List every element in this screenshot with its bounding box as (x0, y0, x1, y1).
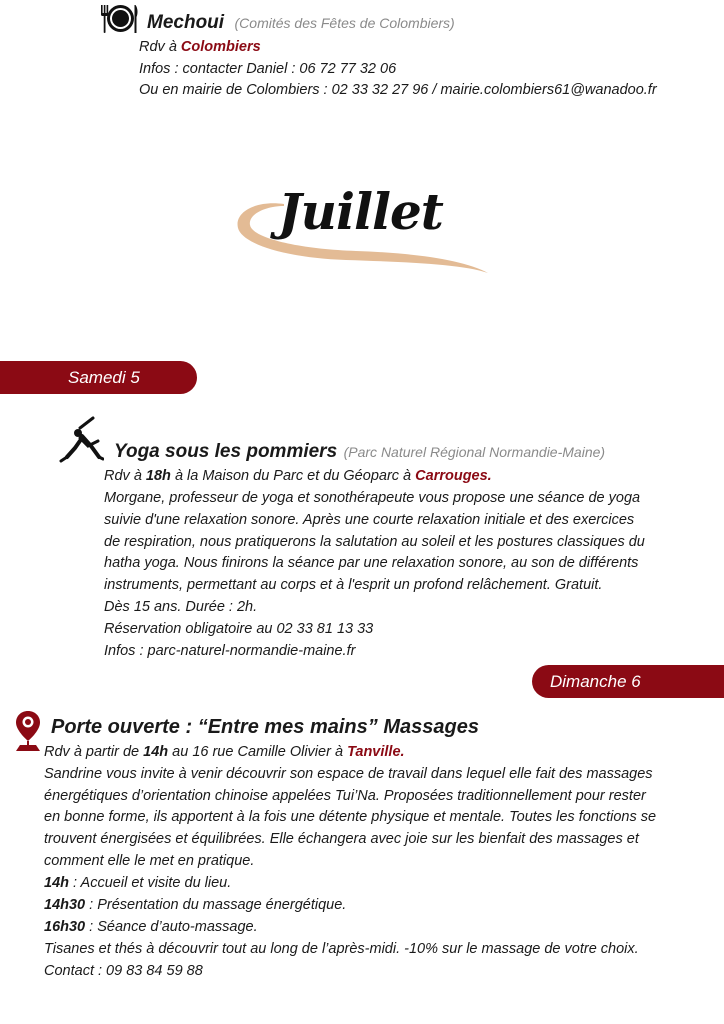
plate-cutlery-icon (99, 3, 139, 35)
schedule-item: 16h30 : Séance d’auto-massage. (44, 919, 258, 935)
massage-desc-line: Sandrine vous invite à venir découvrir son espace de travail dans lequel elle fait des massages (44, 766, 653, 782)
yoga-info: Infos : parc-naturel-normandie-maine.fr (104, 643, 356, 659)
massage-time: 14h (143, 744, 169, 760)
schedule-item: 14h : Accueil et visite du lieu. (44, 875, 232, 891)
yoga-desc-line: instruments, permettant au corps et à l'esprit un profond relâchement. Gratuit. (104, 577, 603, 593)
yoga-reservation: Réservation obligatoire au 02 33 81 13 33 (104, 621, 374, 637)
massage-title: Porte ouverte : “Entre mes mains” Massages (51, 716, 479, 738)
month-label: Juillet (278, 182, 443, 241)
schedule-item: 14h30 : Présentation du massage énergétique. (44, 897, 347, 913)
mechoui-place: Colombiers (180, 39, 261, 55)
yoga-desc-line: de respiration, nous pratiquerons la salutation au soleil et les postures classiques du (104, 534, 645, 550)
event-massage (0, 705, 724, 995)
mechoui-info: Infos : contacter Daniel : 06 72 77 32 06 (139, 61, 397, 77)
mechoui-subtitle: (Comités des Fêtes de Colombiers) (234, 15, 455, 31)
mechoui-title: Mechoui (147, 12, 225, 33)
month-heading (226, 178, 496, 278)
day-banner-samedi: Samedi 5 (0, 361, 197, 394)
massage-contact: Contact : 09 83 84 59 88 (44, 963, 203, 979)
yoga-time: 18h (145, 468, 171, 484)
yoga-subtitle: (Parc Naturel Régional Normandie-Maine) (343, 444, 606, 460)
yoga-title: Yoga sous les pommiers (114, 441, 338, 462)
massage-place: Tanville. (347, 744, 405, 760)
massage-desc-line: comment elle le met en pratique. (44, 853, 255, 869)
massage-tisanes: Tisanes et thés à découvrir tout au long de l’après-midi. -10% sur le massage de votre choix. (44, 941, 639, 957)
event-mechoui (0, 0, 724, 110)
massage-desc-line: énergétiques d’orientation chinoise appelées Tui’Na. Proposées traditionnellement pour rester (44, 788, 646, 804)
yoga-place: Carrouges. (415, 468, 492, 484)
yoga-desc-line: hatha yoga. Nous finirons la séance par une relaxation sonore, au son de différents (104, 555, 639, 571)
yoga-rdv: Rdv à 18h à la Maison du Parc et du Géoparc à Carrouges. (104, 468, 492, 484)
yoga-desc-line: Morgane, professeur de yoga et sonothérapeute vous propose une séance de yoga (104, 490, 641, 506)
massage-rdv: Rdv à partir de 14h au 16 rue Camille Olivier à Tanville. (44, 744, 405, 760)
map-pin-icon (14, 709, 42, 753)
mechoui-rdv: Rdv à Colombiers (139, 39, 261, 55)
day-banner-dimanche: Dimanche 6 (532, 665, 724, 698)
yoga-desc-line: suivie d'une relaxation sonore. Après une courte relaxation initiale et des exercices (104, 512, 635, 528)
yoga-pose-icon (58, 416, 104, 464)
mechoui-info-mairie: Ou en mairie de Colombiers : 02 33 32 27 96 / mairie.colombiers61@wanadoo.fr (139, 82, 657, 98)
event-yoga (0, 410, 724, 660)
massage-desc-line: trouvent énergisées et équilibrées. Elle échangera avec joie sur les bienfait des massages et (44, 831, 639, 847)
massage-desc-line: en bonne forme, ils apportent à la fois une détente physique et mentale. Toutes les fonctions se (44, 809, 657, 825)
yoga-age: Dès 15 ans. Durée : 2h. (104, 599, 258, 615)
